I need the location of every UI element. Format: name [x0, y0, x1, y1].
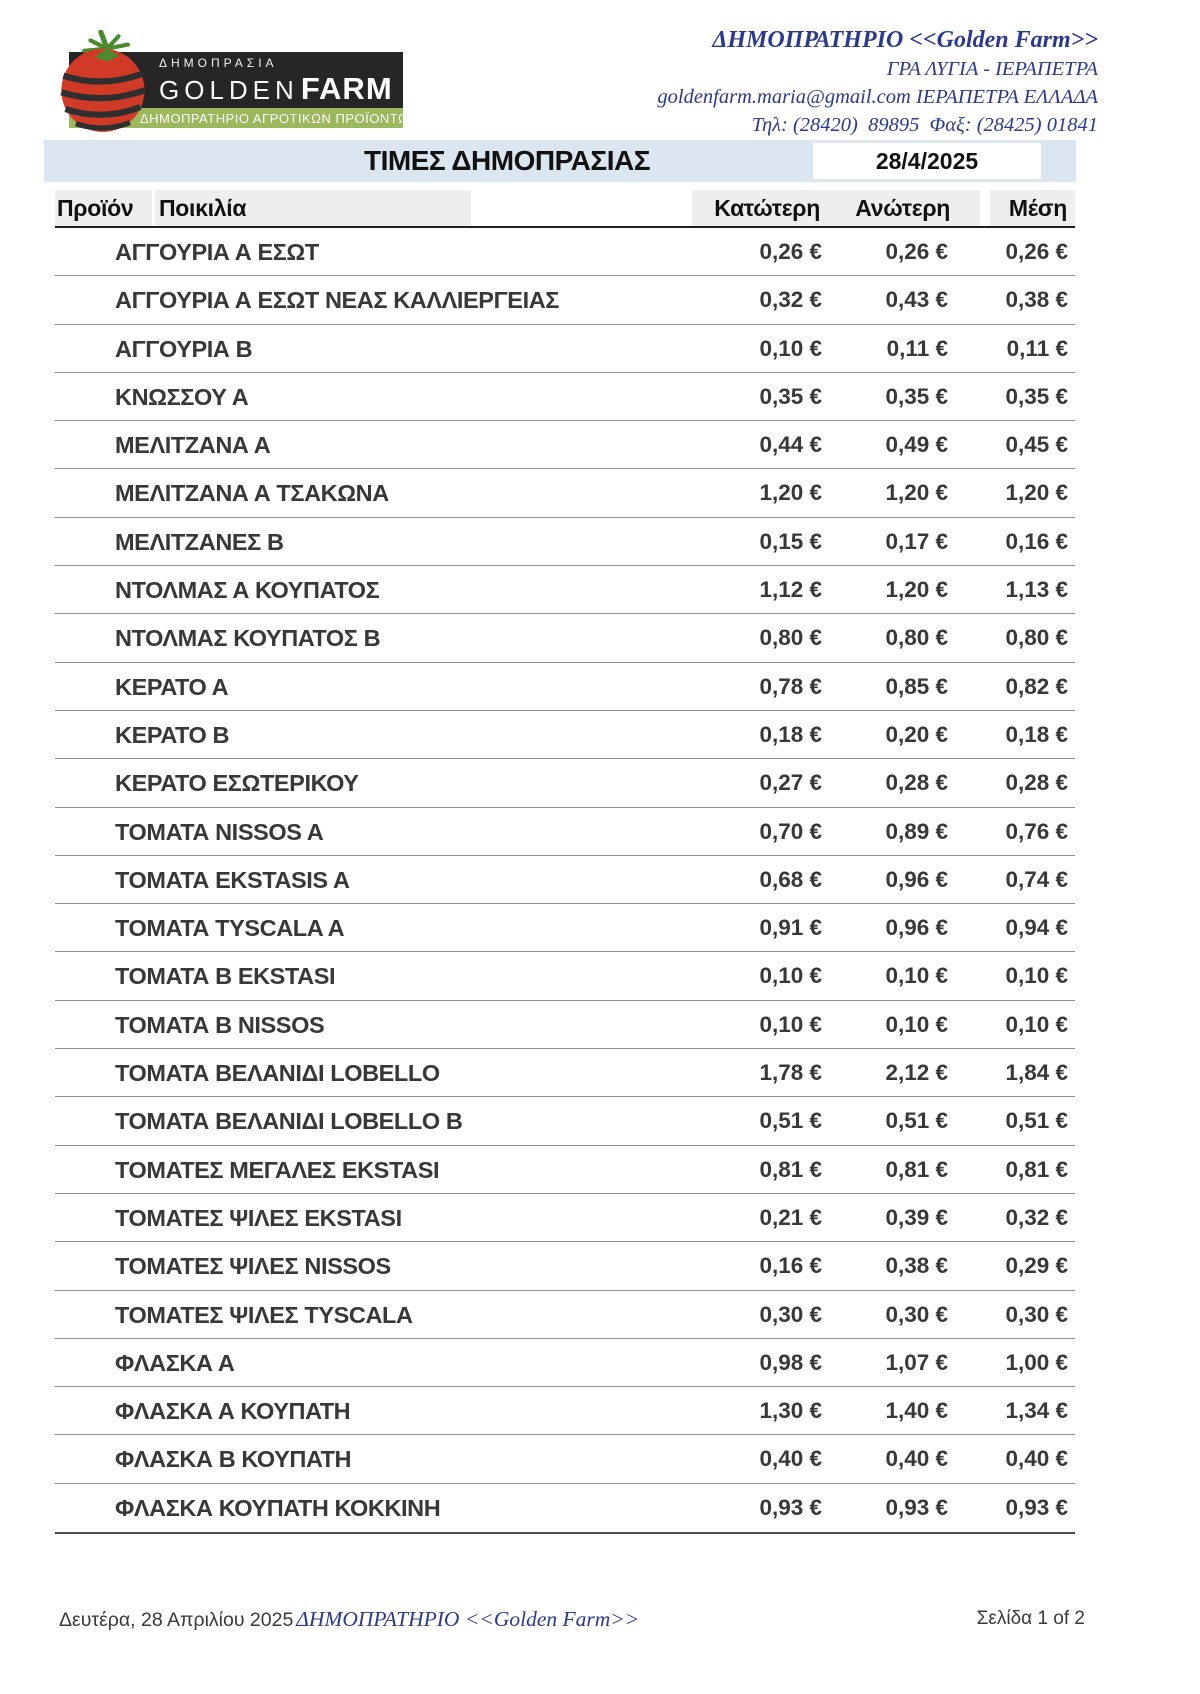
price-avg: 0,16 € — [1005, 528, 1068, 554]
price-avg: 0,40 € — [1005, 1446, 1068, 1472]
product-name: ΤΟΜΑΤΑ Β NISSOS — [115, 1011, 325, 1038]
product-name: ΤΟΜΑΤΑ NISSOS A — [115, 818, 324, 845]
price-avg: 0,28 € — [1005, 770, 1068, 796]
table-row — [55, 1291, 1075, 1339]
column-header-avg: Μέση — [1008, 195, 1067, 221]
price-avg: 0,29 € — [1005, 1253, 1068, 1279]
table-row — [55, 276, 1075, 324]
price-avg: 1,34 € — [1005, 1398, 1068, 1424]
product-name: ΚΕΡΑΤΟ Β — [115, 721, 230, 748]
price-avg: 0,10 € — [1005, 963, 1068, 989]
price-low: 0,40 € — [759, 1446, 822, 1472]
price-avg: 0,82 € — [1005, 673, 1068, 699]
price-avg: 0,11 € — [1006, 335, 1068, 361]
page-number: Σελίδα 1 of 2 — [976, 1608, 1085, 1629]
price-avg: 1,00 € — [1005, 1349, 1068, 1375]
column-header-low: Κατώτερη — [714, 195, 820, 221]
price-avg: 0,74 € — [1005, 866, 1068, 892]
price-low: 1,30 € — [759, 1398, 822, 1424]
price-avg: 0,51 € — [1005, 1108, 1068, 1134]
letterhead-phone-fax: Τηλ: (28420) 89895 Φαξ: (28425) 01841 — [751, 114, 1098, 136]
product-name: ΤΟΜΑΤΕΣ ΨΙΛΕΣ NISSOS — [115, 1253, 391, 1280]
column-header-variety: Ποικιλία — [159, 195, 247, 221]
product-name: ΦΛΑΣΚΑ Α — [115, 1349, 235, 1376]
table-row — [55, 614, 1075, 662]
table-row — [55, 1194, 1075, 1242]
price-low: 1,78 € — [759, 1060, 822, 1086]
table-row — [55, 228, 1075, 276]
logo-golden-text: GOLDEN — [159, 75, 299, 105]
price-high: 0,10 € — [885, 963, 948, 989]
price-avg: 0,76 € — [1005, 818, 1068, 844]
product-name: ΤΟΜΑΤΕΣ ΨΙΛΕΣ TYSCALA — [115, 1301, 413, 1328]
table-row — [55, 808, 1075, 856]
price-high: 0,93 € — [885, 1494, 948, 1520]
price-high: 0,43 € — [885, 287, 948, 313]
price-avg: 0,38 € — [1005, 287, 1068, 313]
price-low: 0,81 € — [759, 1156, 822, 1182]
product-name: ΑΓΓΟΥΡΙΑ Α ΕΣΩΤ ΝΕΑΣ ΚΑΛΛΙΕΡΓΕΙΑΣ — [115, 287, 559, 314]
product-name: ΚΕΡΑΤΟ Α — [115, 673, 229, 700]
product-name: ΤΟΜΑΤΕΣ ΨΙΛΕΣ EKSTASI — [115, 1204, 402, 1231]
footer-date: Δευτέρα, 28 Απριλίου 2025 — [59, 1609, 294, 1631]
table-row — [55, 1242, 1075, 1290]
price-low: 0,44 € — [759, 432, 822, 458]
table-row — [55, 1339, 1075, 1387]
price-high: 0,85 € — [885, 673, 948, 699]
price-low: 0,91 € — [759, 915, 822, 941]
price-low: 0,78 € — [759, 673, 822, 699]
product-name: ΑΓΓΟΥΡΙΑ Α ΕΣΩΤ — [115, 239, 319, 265]
logo-farm-text: FARM — [300, 71, 393, 106]
price-avg: 0,93 € — [1005, 1494, 1068, 1520]
price-low: 0,10 € — [759, 1011, 822, 1037]
logo-tagline: ΔΗΜΟΠΡΑΤΗΡΙΟ ΑΓΡΟΤΙΚΩΝ ΠΡΟΪΟΝΤΩΝ — [69, 108, 403, 128]
price-high: 0,28 € — [885, 770, 948, 796]
price-low: 0,93 € — [759, 1494, 822, 1520]
price-high: 0,35 € — [885, 383, 948, 409]
product-name: ΚΕΡΑΤΟ ΕΣΩΤΕΡΙΚΟΥ — [115, 770, 359, 797]
price-avg: 1,84 € — [1005, 1060, 1068, 1086]
logo-brand — [159, 71, 399, 107]
table-row — [55, 904, 1075, 952]
price-low: 1,20 € — [759, 480, 822, 506]
product-name: ΜΕΛΙΤΖΑΝΑ Α — [115, 432, 271, 459]
table-row — [55, 325, 1075, 373]
price-high: 0,51 € — [885, 1108, 948, 1134]
table-row — [55, 518, 1075, 566]
product-name: ΤΟΜΑΤΑ ΒΕΛΑΝΙΔΙ LOBELLO Β — [115, 1108, 463, 1135]
table-row — [55, 663, 1075, 711]
table-row — [55, 759, 1075, 807]
product-name: ΜΕΛΙΤΖΑΝΕΣ Β — [115, 528, 284, 555]
price-avg: 0,30 € — [1005, 1301, 1068, 1327]
price-avg: 0,80 € — [1005, 625, 1068, 651]
product-name: ΝΤΟΛΜΑΣ Α ΚΟΥΠΑΤΟΣ — [115, 577, 380, 604]
price-high: 0,11 € — [886, 335, 948, 361]
price-low: 0,16 € — [759, 1253, 822, 1279]
price-low: 0,68 € — [759, 866, 822, 892]
price-low: 0,70 € — [759, 818, 822, 844]
price-avg: 1,13 € — [1005, 577, 1068, 603]
price-avg: 0,94 € — [1005, 915, 1068, 941]
table-row — [55, 566, 1075, 614]
price-high: 0,40 € — [885, 1446, 948, 1472]
table-row — [55, 373, 1075, 421]
price-low: 0,27 € — [759, 770, 822, 796]
price-low: 0,15 € — [759, 528, 822, 554]
price-low: 0,35 € — [759, 383, 822, 409]
product-name: ΤΟΜΑΤΑ TYSCALA A — [115, 915, 345, 942]
letterhead — [378, 26, 1098, 139]
table-row — [55, 421, 1075, 469]
page-footer — [55, 1602, 1085, 1642]
product-name: ΜΕΛΙΤΖΑΝΑ Α ΤΣΑΚΩΝΑ — [115, 480, 389, 507]
price-high: 0,81 € — [885, 1156, 948, 1182]
auction-date: 28/4/2025 — [813, 143, 1041, 179]
price-high: 2,12 € — [885, 1060, 948, 1086]
price-high: 1,20 € — [885, 577, 948, 603]
price-high: 1,40 € — [885, 1398, 948, 1424]
price-high: 0,49 € — [885, 432, 948, 458]
price-low: 0,26 € — [759, 239, 822, 264]
price-high: 0,17 € — [885, 528, 948, 554]
price-high: 0,10 € — [885, 1011, 948, 1037]
table-row — [55, 469, 1075, 517]
tomato-logo-icon — [51, 30, 159, 134]
price-low: 0,30 € — [759, 1301, 822, 1327]
table-row — [55, 711, 1075, 759]
price-avg: 0,81 € — [1005, 1156, 1068, 1182]
letterhead-location: ΓΡΑ ΛΥΓΙΑ - ΙΕΡΑΠΕΤΡΑ — [886, 58, 1098, 80]
price-high: 0,30 € — [885, 1301, 948, 1327]
product-name: ΤΟΜΑΤΑ EKSTASIS A — [115, 866, 350, 893]
footer-org-name: ΔΗΜΟΠΡΑΤΗΡΙΟ <<Golden Farm>> — [296, 1607, 640, 1631]
price-low: 0,32 € — [759, 287, 822, 313]
price-avg: 0,10 € — [1005, 1011, 1068, 1037]
letterhead-org-name: ΔΗΜΟΠΡΑΤΗΡΙΟ <<Golden Farm>> — [712, 27, 1098, 53]
title-bar — [44, 140, 1076, 182]
product-name: ΤΟΜΑΤΕΣ ΜΕΓΑΛΕΣ EKSTASI — [115, 1156, 440, 1183]
price-high: 0,96 € — [885, 866, 948, 892]
table-row — [55, 1049, 1075, 1097]
product-name: ΦΛΑΣΚΑ ΚΟΥΠΑΤΗ ΚΟΚΚΙΝΗ — [115, 1494, 441, 1521]
table-row — [55, 1097, 1075, 1145]
column-header-high: Ανώτερη — [855, 195, 950, 221]
price-low: 0,10 € — [759, 335, 822, 361]
golden-farm-logo — [55, 34, 419, 130]
table-row — [55, 1435, 1075, 1483]
price-high: 0,89 € — [885, 818, 948, 844]
price-avg: 0,35 € — [1005, 383, 1068, 409]
page-title: ΤΙΜΕΣ ΔΗΜΟΠΡΑΣΙΑΣ — [363, 145, 651, 176]
product-name: ΦΛΑΣΚΑ Α ΚΟΥΠΑΤΗ — [115, 1398, 351, 1425]
logo-auction-label: ΔΗΜΟΠΡΑΣΙΑ — [159, 56, 278, 70]
price-high: 0,20 € — [885, 721, 948, 747]
price-low: 0,80 € — [759, 625, 822, 651]
product-name: ΤΟΜΑΤΑ Β EKSTASI — [115, 963, 336, 990]
column-header-product: Προϊόν — [57, 195, 134, 221]
product-name: ΑΓΓΟΥΡΙΑ Β — [115, 335, 253, 362]
price-low: 0,98 € — [759, 1349, 822, 1375]
price-avg: 0,18 € — [1005, 721, 1068, 747]
price-high: 0,26 € — [885, 239, 948, 264]
price-high: 0,96 € — [885, 915, 948, 941]
price-avg: 0,45 € — [1005, 432, 1068, 458]
product-name: ΤΟΜΑΤΑ ΒΕΛΑΝΙΔΙ LOBELLO — [115, 1060, 440, 1087]
price-low: 0,21 € — [759, 1204, 822, 1230]
price-high: 0,80 € — [885, 625, 948, 651]
price-high: 1,20 € — [885, 480, 948, 506]
price-avg: 1,20 € — [1005, 480, 1068, 506]
price-high: 0,38 € — [885, 1253, 948, 1279]
product-name: ΦΛΑΣΚΑ Β ΚΟΥΠΑΤΗ — [115, 1446, 352, 1473]
product-name: ΝΤΟΛΜΑΣ ΚΟΥΠΑΤΟΣ Β — [115, 625, 381, 652]
footer-left — [59, 1602, 639, 1637]
table-row — [55, 1001, 1075, 1049]
table-row — [55, 856, 1075, 904]
price-low: 0,51 € — [759, 1108, 822, 1134]
product-name: ΚΝΩΣΣΟΥ Α — [115, 383, 249, 410]
letterhead-email-address: goldenfarm.maria@gmail.com ΙΕΡΑΠΕΤΡΑ ΕΛΛΑΔΑ — [657, 86, 1098, 108]
table-row — [55, 1484, 1075, 1532]
price-high: 1,07 € — [885, 1349, 948, 1375]
table-row — [55, 1146, 1075, 1194]
logo-text — [159, 56, 399, 107]
table-row — [55, 1387, 1075, 1435]
price-high: 0,39 € — [885, 1204, 948, 1230]
price-avg: 0,26 € — [1005, 239, 1068, 264]
price-rows — [55, 228, 1075, 1534]
price-low: 1,12 € — [759, 577, 822, 603]
price-low: 0,18 € — [759, 721, 822, 747]
table-header-row — [55, 188, 1075, 228]
price-avg: 0,32 € — [1005, 1204, 1068, 1230]
table-row — [55, 952, 1075, 1000]
price-low: 0,10 € — [759, 963, 822, 989]
price-table — [55, 188, 1075, 1534]
